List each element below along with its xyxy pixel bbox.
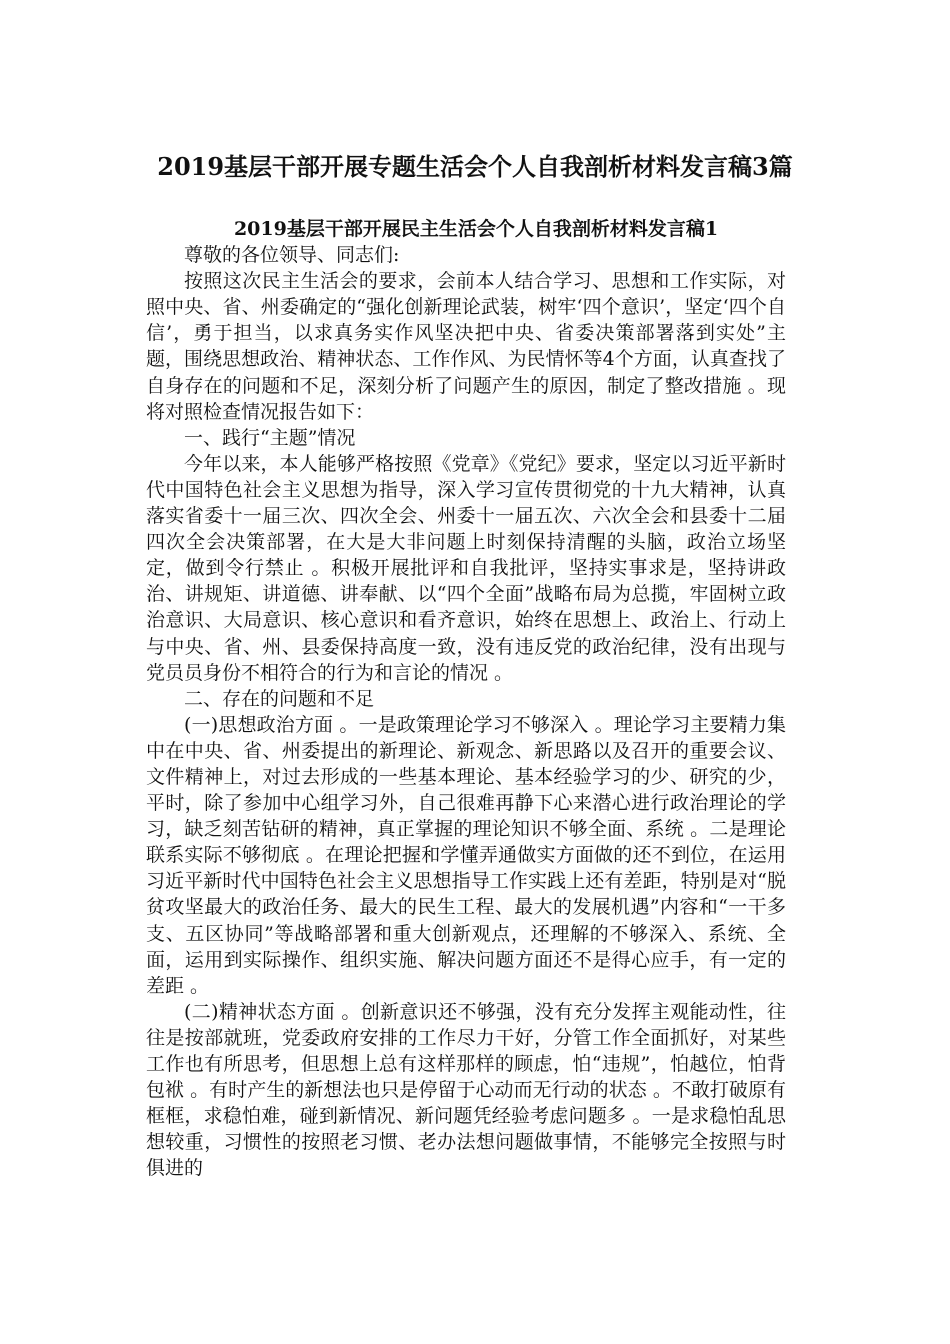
document-title: 2019基层干部开展专题生活会个人自我剖析材料发言稿3篇 (157, 152, 793, 181)
paragraph-intro: 按照这次民主生活会的要求，会前本人结合学习、思想和工作实际，对照中央、省、州委确定的“强化创新理论武装，树牢‘四个意识’，坚定‘四个自信’，勇于担当，以求真务实作风坚决把中央、省委决策部署落到实处”主题，围绕思想政治、精神状态、工作作风、为民情怀等4个方面，认真查找了自身存在的问题和不足，深刻分析了问题产生的原因，制定了整改措施 。现将对照检查情况报告如下： (146, 270, 786, 423)
paragraph-political-thought: (一)思想政治方面 。一是政策理论学习不够深入 。理论学习主要精力集中在中央、省、州委提出的新理论、新观念、新思路以及召开的重要会议、文件精神上，对过去形成的一些基本理论、基本经验学习的少、研究的少，平时，除了参加中心组学习外，自己很难再静下心来潜心进行政治理论的学习，缺乏刻苦钻研的精神，真正掌握的理论知识不够全面、系统 。二是理论联系实际不够彻底 。在理论把握和学懂弄通做实方面做的还不到位，在运用习近平新时代中国特色社会主义思想指导工作实践上还有差距，特别是对“脱贫攻坚最大的政治任务、最大的民生工程、最大的发展机遇”内容和“一干多支、五区协同”等战略部署和重大创新观点，还理解的不够深入、系统、全面，运用到实际操作、组织实施、解决问题方面还不是得心应手，有一定的差距 。 (146, 713, 786, 997)
paragraph-mental-state: (二)精神状态方面 。创新意识还不够强，没有充分发挥主观能动性，往往是按部就班，党委政府安排的工作尽力干好，分管工作全面抓好，对某些工作也有所思考，但思想上总有这样那样的顾虑，怕“违规”，怕越位，怕背包袱 。有时产生的新想法也只是停留于心动而无行动的状态 。不敢打破原有框框，求稳怕难，碰到新情况、新问题凭经验考虑问题多 。一是求稳怕乱思想较重，习惯性的按照老习惯、老办法想问题做事情，不能够完全按照与时俱进的 (146, 1000, 786, 1180)
heading-section-2: 二、存在的问题和不足 (184, 687, 375, 710)
paragraph-section-1: 今年以来，本人能够严格按照《党章》《党纪》要求，坚定以习近平新时代中国特色社会主义思想为指导，深入学习宣传贯彻党的十九大精神，认真落实省委十一届三次、四次全会、州委十一届五次、六次全会和县委十二届四次全会决策部署，在大是大非问题上时刻保持清醒的头脑，政治立场坚定，做到令行禁止 。积极开展批评和自我批评，坚持实事求是，坚持讲政治、讲规矩、讲道德、讲奉献、以“四个全面”战略布局为总揽，牢固树立政治意识、大局意识、核心意识和看齐意识，始终在思想上、政治上、行动上与中央、省、州、县委保持高度一致，没有违反党的政治纪律，没有出现与党员员身份不相符合的行为和言论的情况 。 (146, 452, 786, 684)
heading-section-1: 一、践行“主题”情况 (184, 426, 356, 449)
section-title: 2019基层干部开展民主生活会个人自我剖析材料发言稿1 (233, 218, 719, 240)
paragraph-salutation: 尊敬的各位领导、同志们: (184, 244, 400, 267)
document-body (146, 216, 786, 1181)
